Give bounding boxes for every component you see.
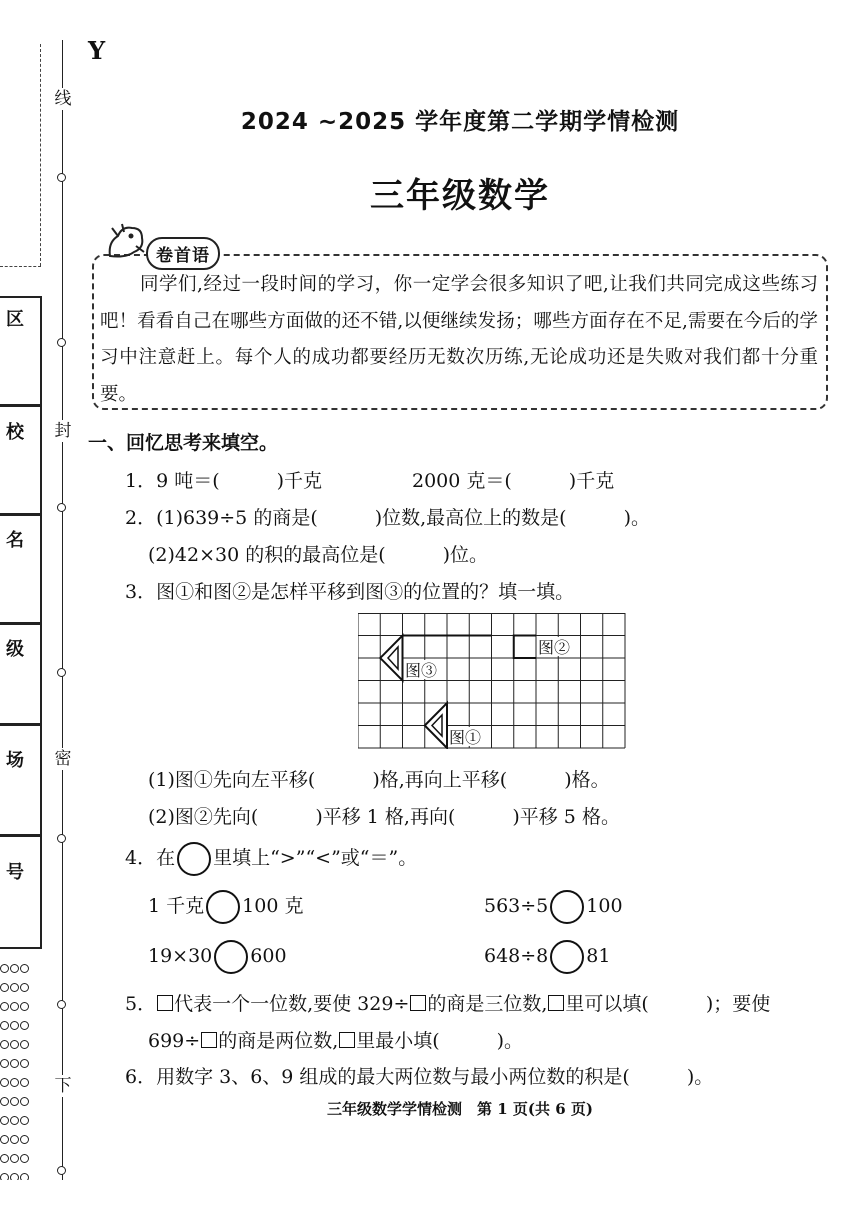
binding-hole	[57, 338, 66, 347]
q5-line-1	[125, 989, 770, 1016]
figure-3-label: 图③	[405, 661, 438, 680]
figure-2-label: 图②	[538, 638, 571, 657]
decorative-ring	[20, 1059, 29, 1068]
answer-circle[interactable]	[206, 890, 240, 924]
q4-stem	[125, 842, 417, 876]
q1-part-b: 2000 克＝( )千克	[412, 470, 615, 492]
decorative-ring	[10, 1135, 19, 1144]
decorative-ring	[20, 1097, 29, 1106]
decorative-ring	[20, 1040, 29, 1049]
answer-circle[interactable]	[214, 940, 248, 974]
binding-hole	[57, 503, 66, 512]
q5-text-e: 的商是两位数,	[218, 1030, 339, 1052]
decorative-ring	[20, 1116, 29, 1125]
decorative-ring	[10, 1097, 19, 1106]
q3-part-2: (2)图②先向( )平移 1 格,再向( )平移 5 格。	[148, 806, 620, 828]
answer-circle[interactable]	[550, 940, 584, 974]
decorative-ring	[0, 1078, 9, 1087]
square-placeholder-icon	[339, 1032, 355, 1048]
square-placeholder-icon	[157, 995, 173, 1011]
decorative-ring	[20, 1154, 29, 1163]
decorative-ring	[0, 1135, 9, 1144]
dragon-mascot-icon	[104, 222, 148, 262]
intro-badge: 卷首语	[146, 237, 220, 270]
binding-hole	[57, 1166, 66, 1175]
q4-item-3-left: 19×30	[148, 945, 213, 967]
decorative-ring	[0, 1021, 9, 1030]
decorative-ring	[20, 983, 29, 992]
q5-text-c: 里可以填( )；要使	[565, 993, 771, 1015]
q5-number: 5．	[125, 993, 157, 1015]
exam-title: 2024 ~2025 学年度第二学期学情检测	[240, 109, 680, 135]
q6: 6．用数字 3、6、9 组成的最大两位数与最小两位数的积是( )。	[125, 1066, 714, 1088]
page-footer: 三年级数学学情检测 第 1 页(共 6 页)	[327, 1100, 593, 1118]
decorative-ring	[20, 1021, 29, 1030]
q4-item-3-right: 600	[250, 945, 287, 967]
q3-stem: 3．图①和图②是怎样平移到图③的位置的？填一填。	[125, 581, 575, 603]
q5-text-b: 的商是三位数,	[427, 993, 548, 1015]
q4-item-2-right: 100	[586, 895, 623, 917]
q4-item-2-left: 563÷5	[484, 895, 549, 917]
binding-hole	[57, 1000, 66, 1009]
decorative-ring	[10, 983, 19, 992]
q2-part-1: 2．(1)639÷5 的商是( )位数,最高位上的数是( )。	[125, 507, 651, 529]
decorative-ring	[0, 983, 9, 992]
q4-item-4-left: 648÷8	[484, 945, 549, 967]
binding-hole	[57, 173, 66, 182]
decorative-ring	[0, 1040, 9, 1049]
decorative-ring	[0, 1116, 9, 1125]
q5-text-d: 699÷	[148, 1030, 201, 1052]
decorative-ring-pattern	[0, 960, 38, 1180]
decorative-ring	[0, 1002, 9, 1011]
exam-room-field[interactable]	[0, 724, 42, 836]
exam-room-label: 场	[6, 750, 24, 771]
q1-part-a: 1．9 吨＝( )千克	[125, 470, 323, 492]
binding-line	[62, 40, 63, 1180]
decorative-ring	[20, 964, 29, 973]
translation-grid-figure	[358, 613, 626, 753]
corner-mark: Y	[88, 36, 106, 65]
decorative-ring	[20, 1002, 29, 1011]
decorative-ring	[10, 1116, 19, 1125]
decorative-ring	[20, 1173, 29, 1180]
decorative-ring	[10, 1059, 19, 1068]
comparison-circle-icon	[177, 842, 211, 876]
decorative-ring	[0, 1154, 9, 1163]
decorative-ring	[10, 1154, 19, 1163]
decorative-ring	[10, 1173, 19, 1180]
seat-number-field[interactable]	[0, 835, 42, 949]
section-heading: 一、回忆思考来填空。	[88, 432, 279, 454]
q3-part-1: (1)图①先向左平移( )格,再向上平移( )格。	[148, 769, 610, 791]
binding-char-feng: 封	[54, 421, 72, 441]
subject-title: 三年级数学	[370, 176, 550, 216]
district-label: 区	[6, 309, 24, 330]
q5-text-a: 代表一个一位数,要使 329÷	[174, 993, 410, 1015]
decorative-ring	[10, 1078, 19, 1087]
binding-hole	[57, 834, 66, 843]
decorative-ring	[10, 1021, 19, 1030]
q2-part-2: (2)42×30 的积的最高位是( )位。	[148, 544, 489, 566]
binding-char-xia: 下	[54, 1076, 72, 1096]
seat-number-label: 号	[6, 862, 24, 883]
decorative-ring	[0, 964, 9, 973]
decorative-ring	[0, 1059, 9, 1068]
decorative-ring	[0, 1097, 9, 1106]
square-placeholder-icon	[201, 1032, 217, 1048]
q4-item-1-right: 100 克	[242, 895, 304, 917]
binding-hole	[57, 668, 66, 677]
q4-item-2	[484, 890, 623, 924]
q4-stem-pre: 4．在	[125, 847, 176, 869]
decorative-ring	[0, 1173, 9, 1180]
answer-circle[interactable]	[550, 890, 584, 924]
q4-item-3	[148, 940, 287, 974]
q5-line-2	[148, 1026, 523, 1053]
grade-label: 级	[6, 639, 24, 660]
decorative-ring	[10, 1040, 19, 1049]
q4-item-4	[484, 940, 610, 974]
q4-item-1	[148, 890, 303, 924]
q4-item-4-right: 81	[586, 945, 611, 967]
binding-char-xian: 线	[54, 89, 72, 109]
figure-1-label: 图①	[449, 728, 482, 747]
decorative-ring	[20, 1135, 29, 1144]
intro-text: 同学们,经过一段时间的学习，你一定学会很多知识了吧,让我们共同完成这些练习吧！看看自己在哪些方面做的还不错,以便继续发扬；哪些方面存在不足,需要在今后的学习中注意赶上。每个人的成功都要经历无数次历练,无论成功还是失败对我们都十分重要。	[100, 274, 818, 405]
decorative-ring	[20, 1078, 29, 1087]
binding-char-mi: 密	[54, 749, 72, 769]
cut-line-vertical	[40, 44, 41, 266]
school-label: 校	[6, 422, 24, 443]
square-placeholder-icon	[548, 995, 564, 1011]
cut-line-horizontal	[0, 266, 41, 267]
decorative-ring	[10, 964, 19, 973]
q4-item-1-left: 1 千克	[148, 895, 205, 917]
decorative-ring	[10, 1002, 19, 1011]
square-placeholder-icon	[410, 995, 426, 1011]
q5-text-f: 里最小填( )。	[356, 1030, 524, 1052]
q4-stem-post: 里填上“>”“<”或“＝”。	[213, 847, 418, 869]
name-label: 名	[6, 530, 24, 551]
